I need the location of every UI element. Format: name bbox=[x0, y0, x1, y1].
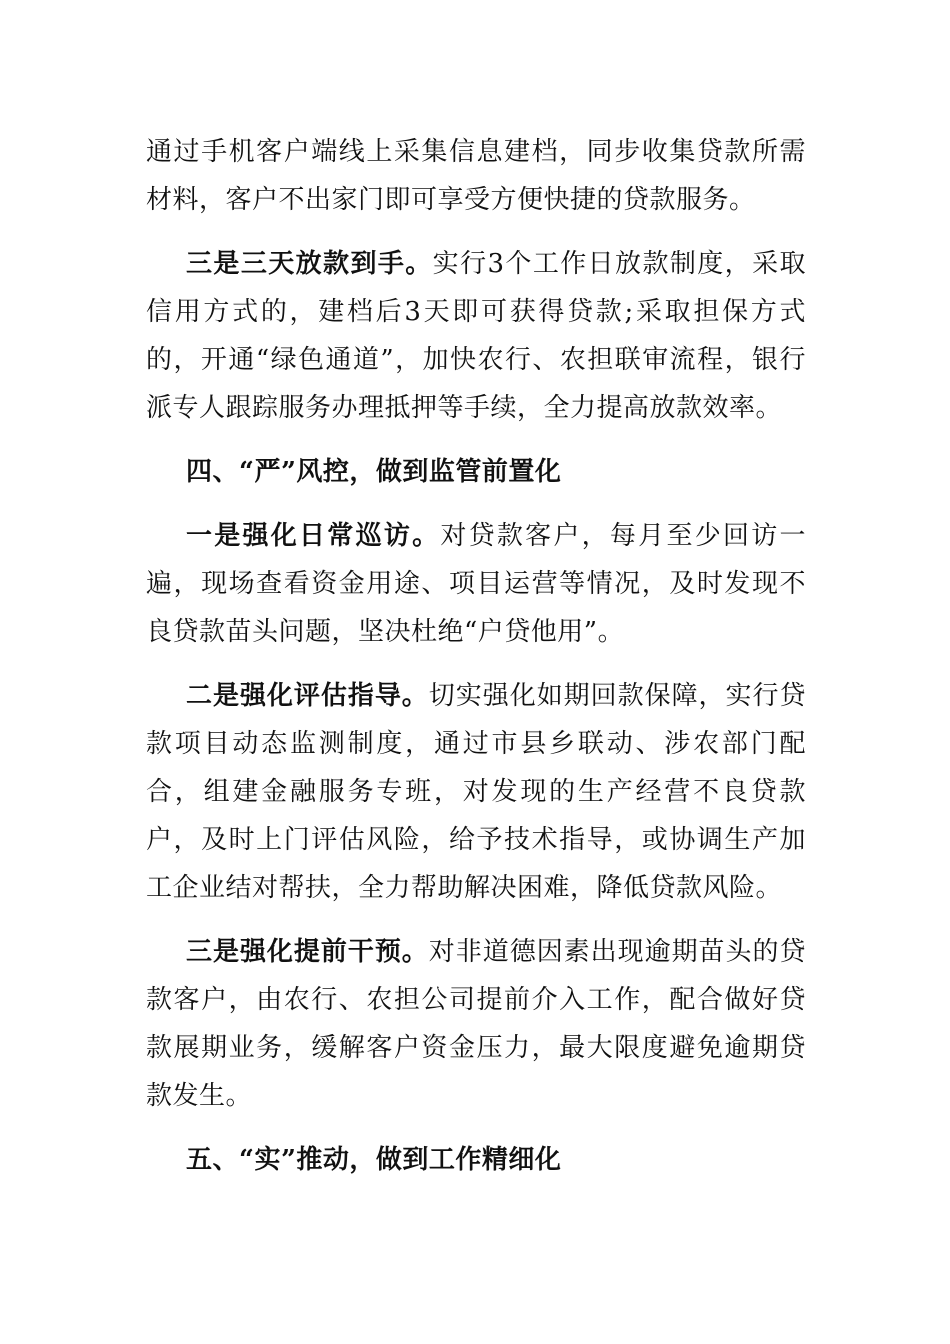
paragraph-continuation bbox=[146, 128, 806, 224]
paragraph-lead: 三是强化提前干预。 bbox=[186, 937, 429, 967]
paragraph-assessment-guidance bbox=[146, 672, 806, 912]
paragraph-text: 对贷款客户，每月至少回访一遍，现场查看资金用途、项目运营等情况，及时发现不良贷款苗头问题，坚决杜绝“户贷他用”。 bbox=[146, 521, 806, 647]
paragraph-text: 切实强化如期回款保障，实行贷款项目动态监测制度，通过市县乡联动、涉农部门配合，组建金融服务专班，对发现的生产经营不良贷款户，及时上门评估风险，给予技术指导，或协调生产加工企业结对帮扶，全力帮助解决困难，降低贷款风险。 bbox=[146, 681, 806, 903]
paragraph-text: 通过手机客户端线上采集信息建档，同步收集贷款所需材料，客户不出家门即可享受方便快捷的贷款服务。 bbox=[146, 137, 806, 215]
document-body bbox=[146, 128, 806, 1184]
section-heading-risk-control: 四、“严”风控，做到监管前置化 bbox=[186, 457, 562, 487]
paragraph-lead: 一是强化日常巡访。 bbox=[186, 521, 441, 551]
paragraph-daily-visits bbox=[146, 512, 806, 656]
paragraph-text: 实行3个工作日放款制度，采取信用方式的，建档后3天即可获得贷款;采取担保方式的，开通“绿色通道”，加快农行、农担联审流程，银行派专人跟踪服务办理抵押等手续，全力提高放款效率。 bbox=[146, 249, 806, 423]
paragraph-fast-disbursement bbox=[146, 240, 806, 432]
section-heading-implementation: 五、“实”推动，做到工作精细化 bbox=[186, 1145, 562, 1175]
paragraph-early-intervention bbox=[146, 928, 806, 1120]
paragraph-lead: 二是强化评估指导。 bbox=[186, 681, 429, 711]
paragraph-lead: 三是三天放款到手。 bbox=[186, 249, 433, 279]
paragraph-text: 对非道德因素出现逾期苗头的贷款客户，由农行、农担公司提前介入工作，配合做好贷款展期业务，缓解客户资金压力，最大限度避免逾期贷款发生。 bbox=[146, 937, 806, 1111]
